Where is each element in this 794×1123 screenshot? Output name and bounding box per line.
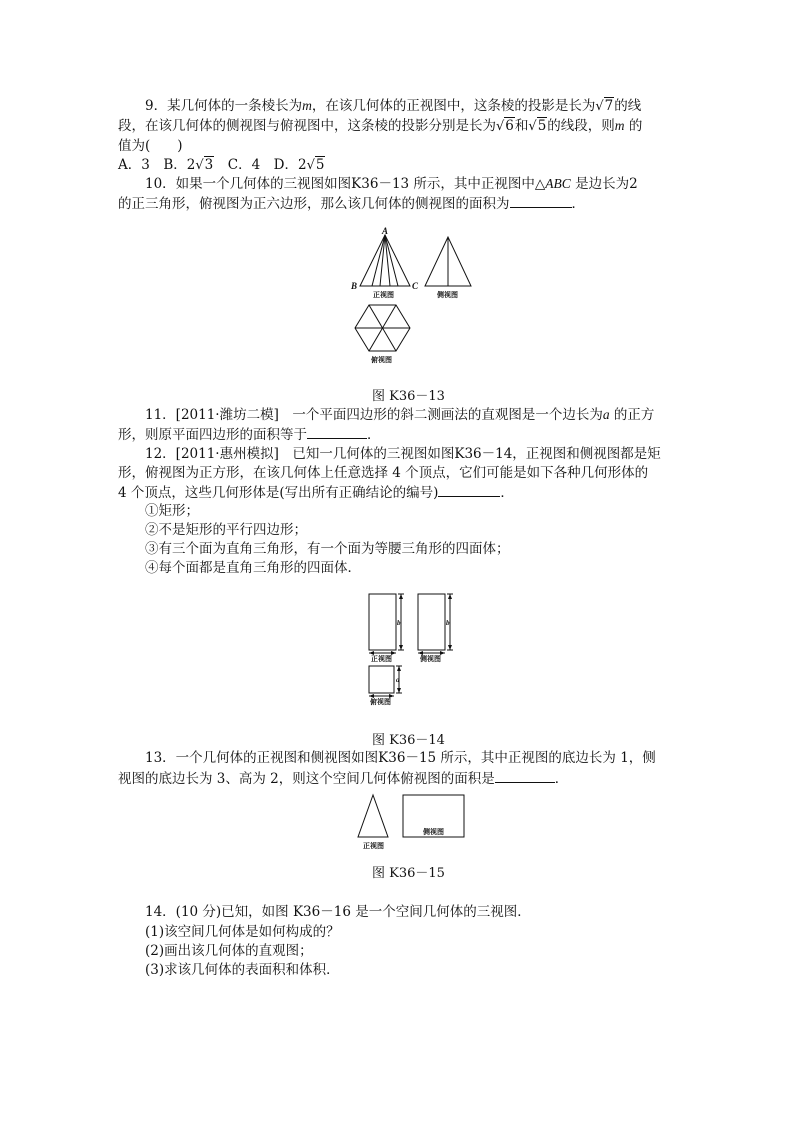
q9-line2: 段，在该几何体的侧视图与俯视图中，这条棱的投影分别是长为√6和√5的线段，则m 的	[118, 116, 642, 137]
sqrt-6: √6	[496, 118, 514, 134]
top-view-label: 俯视图	[371, 356, 392, 364]
side-view-label-15: 侧视图	[423, 828, 444, 836]
answer-blank-10[interactable]	[510, 193, 572, 208]
sqrt-5: √5	[528, 118, 547, 134]
figure-k36-15	[0, 790, 794, 855]
figure-k36-14-caption: 图 K36－14	[372, 733, 445, 748]
q14-item-1: (1)该空间几何体是如何构成的？	[145, 924, 340, 940]
front-view-triangle-15	[358, 795, 388, 837]
q12-item-3: ③有三个面为直角三角形，有一个面为等腰三角形的四面体；	[145, 541, 510, 557]
answer-blank-13[interactable]	[495, 768, 555, 783]
figure-k36-13-caption: 图 K36－13	[372, 389, 445, 404]
q9-line3: 值为( )	[118, 138, 183, 154]
dim-b-label-2: b	[446, 619, 450, 627]
answer-blank-11[interactable]	[307, 424, 367, 439]
front-view-label-14: 正视图	[371, 655, 392, 663]
q13-line2: 视图的底边长为 3、高为 2，则这个空间几何体俯视图的面积是 ．	[118, 768, 568, 789]
point-b-label: B	[351, 281, 358, 291]
front-view-label: 正视图	[373, 291, 394, 299]
front-view-triangle	[360, 235, 410, 286]
q12-item-4: ④每个面都是直角三角形的四面体．	[145, 560, 361, 576]
sqrt-5b: √5	[306, 157, 325, 173]
figure-k36-14	[0, 585, 794, 730]
side-view-label-14: 侧视图	[420, 655, 441, 663]
q13-line1: 13．一个几何体的正视图和侧视图如图K36－15 所示，其中正视图的底边长为 1，侧	[145, 750, 656, 766]
front-view-label-15: 正视图	[363, 842, 384, 850]
q14-item-2: (2)画出该几何体的直观图；	[145, 943, 313, 959]
point-a-label: A	[382, 226, 389, 236]
front-view-rect	[369, 594, 396, 650]
dim-a-label: a	[396, 676, 400, 684]
figure-k36-13	[0, 225, 794, 385]
side-view-rect	[418, 594, 445, 650]
q11-line2: 形，则原平面四边形的面积等于 ．	[118, 424, 381, 445]
q12-item-2: ②不是矩形的平行四边形；	[145, 522, 307, 538]
sqrt-7: √7	[595, 98, 614, 114]
answer-blank-12[interactable]	[438, 482, 500, 497]
dim-b-label: b	[397, 619, 401, 627]
q14-item-3: (3)求该几何体的表面积和体积．	[145, 962, 340, 978]
top-view-square	[369, 666, 394, 693]
q12-line3: 4 个顶点，这些几何形体是(写出所有正确结论的编号) ．	[118, 482, 514, 503]
q12-line2: 形，俯视图为正方形，在该几何体上任意选择 4 个顶点，它们可能是如下各种几何形体的	[118, 465, 649, 481]
q9-line1: 9．某几何体的一条棱长为m，在该几何体的正视图中，这条棱的投影是长为√7的线	[145, 96, 641, 117]
q10-line1: 10．如果一个几何体的三视图如图K36－13 所示，其中正视图中△ABC 是边长为2	[145, 176, 638, 192]
point-c-label: C	[412, 281, 419, 291]
q12-item-1: ①矩形；	[145, 503, 199, 519]
q9-options: A．3 B．2√3 C．4 D．2√5	[118, 155, 325, 176]
top-view-label-14: 俯视图	[370, 698, 391, 706]
side-view-label: 侧视图	[437, 291, 458, 299]
sqrt-3: √3	[195, 157, 214, 173]
q11-line1: 11．[2011·潍坊二模] 一个平面四边形的斜二测画法的直观图是一个边长为a 的正方	[145, 407, 655, 423]
q14-line1: 14．(10 分)已知，如图 K36－16 是一个空间几何体的三视图．	[145, 904, 531, 920]
var-m-2: m	[614, 118, 625, 133]
q10-line2: 的正三角形，俯视图为正六边形，那么该几何体的侧视图的面积为 ．	[118, 193, 585, 214]
q12-line1: 12．[2011·惠州模拟] 已知一几何体的三视图如图K36－14，正视图和侧视图都是矩	[145, 446, 661, 462]
var-m: m	[302, 98, 312, 113]
figure-k36-15-caption: 图 K36－15	[372, 866, 445, 881]
